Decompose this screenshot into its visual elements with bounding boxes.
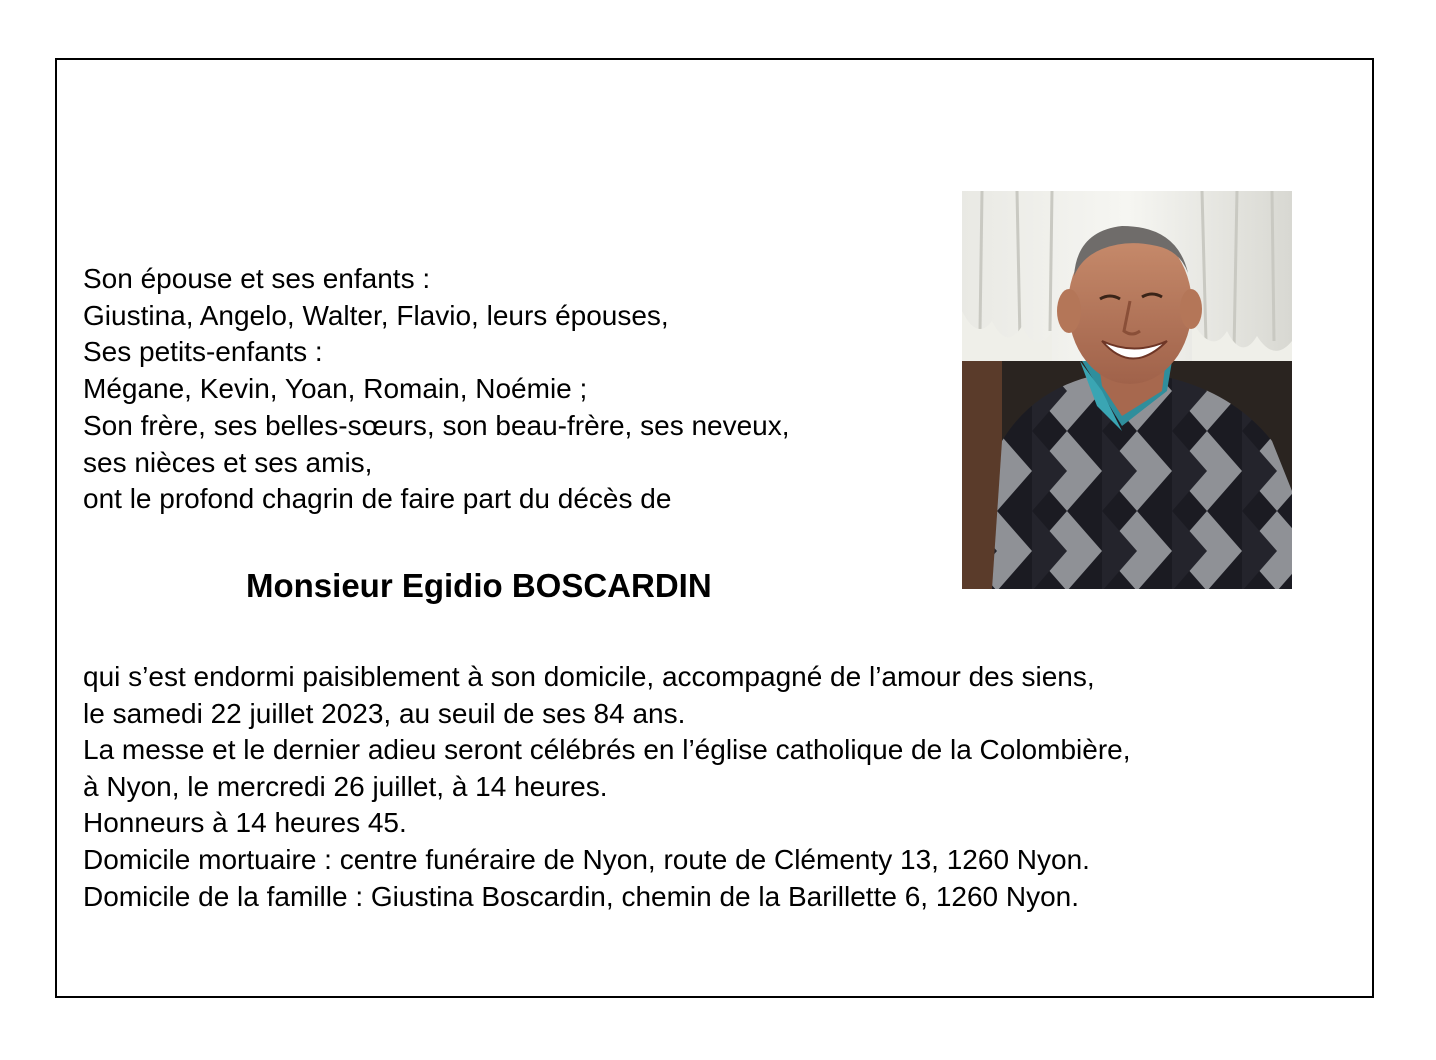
family-line: ses nièces et ses amis, [83,446,373,478]
detail-line: La messe et le dernier adieu seront célébrés en l’église catholique de la Colombière, [83,734,1131,766]
family-line: Giustina, Angelo, Walter, Flavio, leurs épouses, [83,299,669,331]
family-line: Mégane, Kevin, Yoan, Romain, Noémie ; [83,373,588,405]
portrait-illustration [962,191,1292,589]
family-line: Ses petits-enfants : [83,336,323,368]
detail-line: Domicile de la famille : Giustina Boscardin, chemin de la Barillette 6, 1260 Nyon. [83,880,1080,912]
detail-line: Honneurs à 14 heures 45. [83,807,407,839]
family-line: Son épouse et ses enfants : [83,263,431,294]
family-line: Son frère, ses belles-sœurs, son beau-frère, ses neveux, [83,409,790,441]
deceased-name: Monsieur Egidio BOSCARDIN [246,567,712,604]
ceremony-details-text [83,659,1313,915]
portrait-photo [962,191,1292,589]
detail-line: à Nyon, le mercredi 26 juillet, à 14 heures. [83,770,608,802]
detail-line: Domicile mortuaire : centre funéraire de Nyon, route de Clémenty 13, 1260 Nyon. [83,843,1090,875]
detail-line: le samedi 22 juillet 2023, au seuil de ses 84 ans. [83,697,686,729]
detail-line: qui s’est endormi paisiblement à son domicile, accompagné de l’amour des siens, [83,661,1095,692]
family-announcement-text [83,261,943,518]
family-line: ont le profond chagrin de faire part du décès de [83,483,672,515]
